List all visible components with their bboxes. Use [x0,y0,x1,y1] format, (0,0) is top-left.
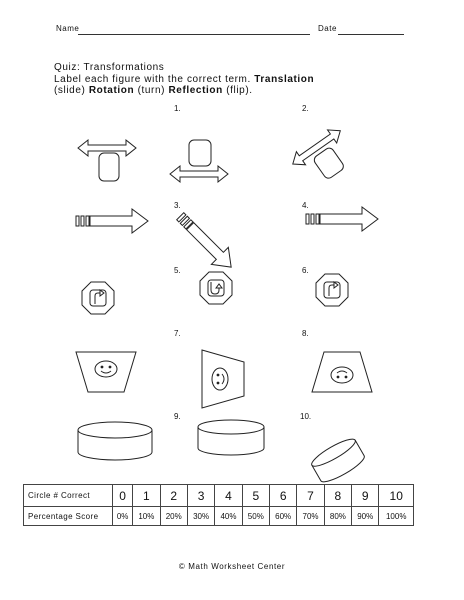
eye [109,366,112,369]
figure-number-3: 3. [174,201,181,210]
long-arrow [320,207,378,231]
figure-number-7: 7. [174,329,181,338]
figure-number-5: 5. [174,266,181,275]
arrow-tail-bar [76,216,79,226]
face-icon [331,367,353,383]
arrow-tail-bar [316,214,319,224]
figure-number-8: 8. [302,329,309,338]
figure-4-translated [304,204,388,234]
eye [217,382,220,385]
figure-original-trapezoid [74,350,138,394]
rounded-square [189,140,211,166]
date-label: Date [318,24,337,33]
row-label-percent: Percentage Score [24,507,113,526]
face-icon [212,368,228,390]
name-field[interactable] [78,34,310,35]
percent-cell: 50% [242,507,269,526]
correct-cell[interactable]: 5 [242,485,269,507]
figure-6-translated [314,272,350,308]
paren-turn: (turn) [137,85,166,96]
rounded-square [312,146,345,180]
eye [217,374,220,377]
arrow-tail-bar [306,214,309,224]
correct-cell[interactable]: 10 [379,485,414,507]
figure-7-rotated [200,348,246,410]
cylinder-top [198,420,264,434]
term-reflection: Reflection [168,85,223,96]
figure-original-octagon [80,280,116,316]
figure-number-4: 4. [302,201,309,210]
eye [337,376,340,379]
figure-10-rotated [306,430,366,484]
figure-number-1: 1. [174,104,181,113]
percent-cell: 90% [352,507,379,526]
figure-8-reflected [310,350,374,394]
footer-copyright: © Math Worksheet Center [178,562,286,571]
correct-cell[interactable]: 9 [352,485,379,507]
arrow-tail-bar [311,214,314,224]
correct-cell[interactable]: 7 [297,485,324,507]
correct-cell[interactable]: 8 [324,485,351,507]
name-label: Name [56,24,80,33]
figure-3-rotated [172,208,238,274]
percent-cell: 0% [113,507,133,526]
arrow-tail-bar [86,216,89,226]
correct-cell[interactable]: 4 [215,485,242,507]
double-arrow [170,166,228,182]
face-icon [95,361,117,377]
percent-cell: 70% [297,507,324,526]
figure-original-long-arrow [74,206,158,236]
rounded-square [99,153,119,181]
figure-number-9: 9. [174,412,181,421]
correct-cell[interactable]: 2 [160,485,187,507]
quiz-title: Quiz: Transformations [54,62,165,73]
percent-cell: 30% [187,507,214,526]
cylinder-top [78,422,152,438]
score-table [23,484,414,526]
percent-cell: 40% [215,507,242,526]
percent-cell: 100% [379,507,414,526]
instruction-line-2 [54,85,314,97]
figure-2-rotated [292,128,356,188]
long-arrow [90,209,148,233]
instructions [54,62,314,97]
figure-5-rotated [198,270,234,306]
figure-original-double-arrow-square [78,138,138,186]
correct-cell[interactable]: 6 [269,485,296,507]
eye [101,366,104,369]
instruction-text: Label each figure with the correct term. [54,73,251,85]
figure-number-2: 2. [302,104,309,113]
figure-1-reflected [170,138,230,186]
correct-cell[interactable]: 0 [113,485,133,507]
percent-cell: 80% [324,507,351,526]
figure-number-10: 10. [300,412,312,421]
correct-cell[interactable]: 1 [133,485,160,507]
table-row [24,507,414,526]
correct-cell[interactable]: 3 [187,485,214,507]
percent-cell: 20% [160,507,187,526]
eye [345,376,348,379]
figure-number-6: 6. [302,266,309,275]
term-translation: Translation [254,73,315,85]
percent-cell: 10% [133,507,160,526]
table-row [24,485,414,507]
paren-slide: (slide) [54,85,86,96]
term-rotation: Rotation [88,85,135,96]
arrow-tail-bar [81,216,84,226]
date-field[interactable] [338,34,404,35]
percent-cell: 60% [269,507,296,526]
figure-9-translated [196,418,266,458]
long-arrow [182,218,240,276]
figure-original-cylinder [76,420,154,462]
paren-flip: (flip). [226,85,253,96]
instruction-line-1 [54,74,314,86]
row-label-correct: Circle # Correct [24,485,113,507]
